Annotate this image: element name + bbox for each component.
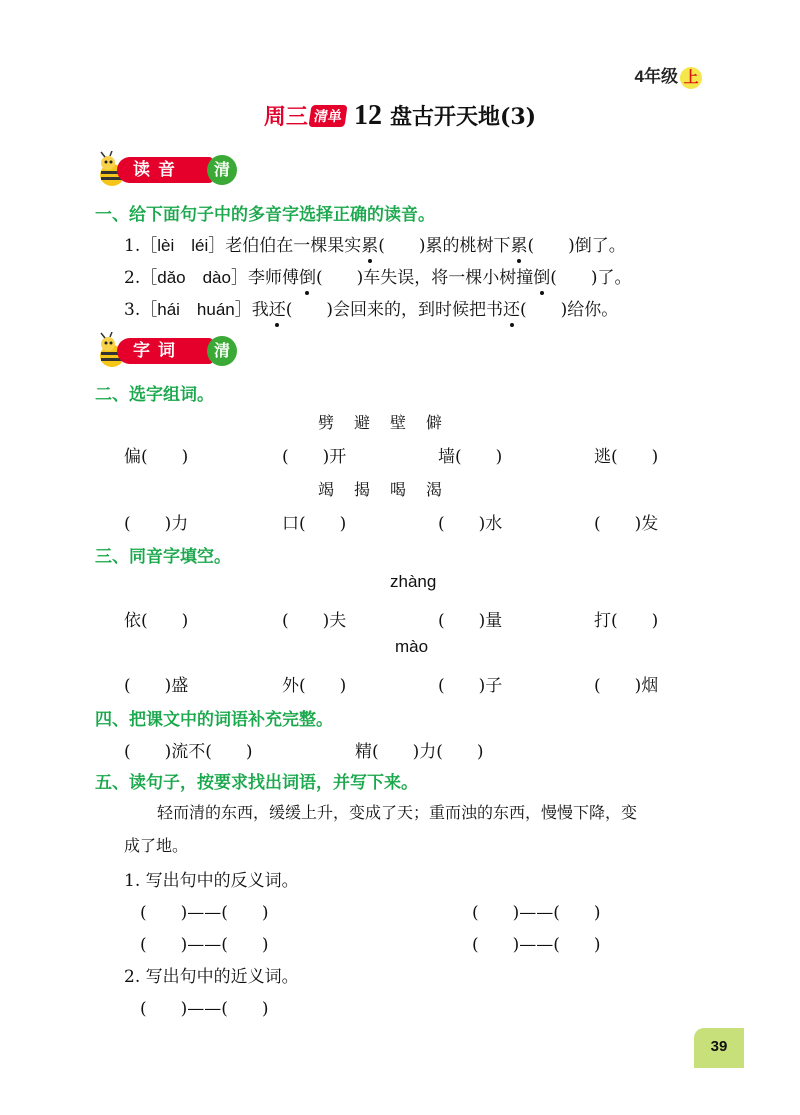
- passage-line-1: 轻而清的东西，缓缓上升，变成了天；重而浊的东西，慢慢下降，变: [157, 803, 638, 822]
- blank-item: ( )夫: [282, 611, 347, 631]
- blank-item: 精( )力( ): [355, 742, 484, 762]
- section3-pinyin-2: mào: [395, 637, 429, 656]
- question-2: 2. 写出句中的近义词。: [124, 967, 299, 987]
- title-tag: 清单: [308, 105, 347, 127]
- blank-item: ( )水: [438, 514, 503, 534]
- section5-heading: 五、读句子，按要求找出词语，并写下来。: [95, 773, 418, 793]
- antonym-pair: ( )——( ): [472, 935, 601, 955]
- blank-item: 墙( ): [438, 447, 503, 467]
- antonym-pair: ( )——( ): [140, 935, 269, 955]
- grade-label: [635, 62, 702, 89]
- section1-item-3: 3.［hái huán］我还( )会回来的，到时候把书还( )给你。: [124, 300, 619, 320]
- section3-heading: 三、同音字填空。: [95, 547, 231, 567]
- reading-badge-label: 读音: [117, 157, 213, 183]
- page-number: 39: [694, 1028, 744, 1068]
- section1-item-1: 1.［lèi léi］老伯伯在一棵果实累( )累的桃树下累( )倒了。: [124, 236, 626, 256]
- words-badge-circle: 清: [207, 336, 237, 366]
- blank-item: ( )力: [124, 514, 189, 534]
- blank-item: ( )盛: [124, 676, 189, 696]
- blank-item: ( )量: [438, 611, 503, 631]
- blank-item: ( )流不( ): [124, 742, 253, 762]
- question-1: 1. 写出句中的反义词。: [124, 871, 299, 891]
- blank-item: 逃( ): [594, 447, 659, 467]
- blank-item: ( )开: [282, 447, 347, 467]
- page-title: [0, 100, 800, 132]
- antonym-pair: ( )——( ): [472, 903, 601, 923]
- blank-item: 偏( ): [124, 447, 189, 467]
- section2-heading: 二、选字组词。: [95, 385, 214, 405]
- lesson-number: 12: [353, 100, 382, 131]
- words-badge: [95, 336, 240, 366]
- section2-charset-1: 劈 避 壁 僻: [318, 413, 445, 432]
- words-badge-label: 字词: [117, 338, 213, 364]
- section1-heading: 一、给下面句子中的多音字选择正确的读音。: [95, 205, 435, 225]
- blank-item: 打( ): [594, 611, 659, 631]
- blank-item: ( )子: [438, 676, 503, 696]
- grade-tag: 上: [680, 67, 702, 89]
- lesson-title: 盘古开天地(3): [389, 104, 537, 130]
- reading-badge: [95, 155, 240, 185]
- blank-item: 口( ): [282, 514, 347, 534]
- section2-charset-2: 竭 揭 喝 渴: [318, 480, 445, 499]
- grade-text: 4年级: [634, 67, 678, 86]
- title-day: 周三: [263, 104, 308, 130]
- section1-item-2: 2.［dǎo dào］李师傅倒( )车失误，将一棵小树撞倒( )了。: [124, 268, 632, 288]
- passage-line-2: 成了地。: [124, 836, 189, 855]
- synonym-pair: ( )——( ): [140, 999, 269, 1019]
- blank-item: ( )发: [594, 514, 659, 534]
- blank-item: 依( ): [124, 611, 189, 631]
- reading-badge-circle: 清: [207, 155, 237, 185]
- section4-heading: 四、把课文中的词语补充完整。: [95, 710, 333, 730]
- blank-item: ( )烟: [594, 676, 659, 696]
- antonym-pair: ( )——( ): [140, 903, 269, 923]
- section3-pinyin-1: zhàng: [390, 572, 437, 591]
- blank-item: 外( ): [282, 676, 347, 696]
